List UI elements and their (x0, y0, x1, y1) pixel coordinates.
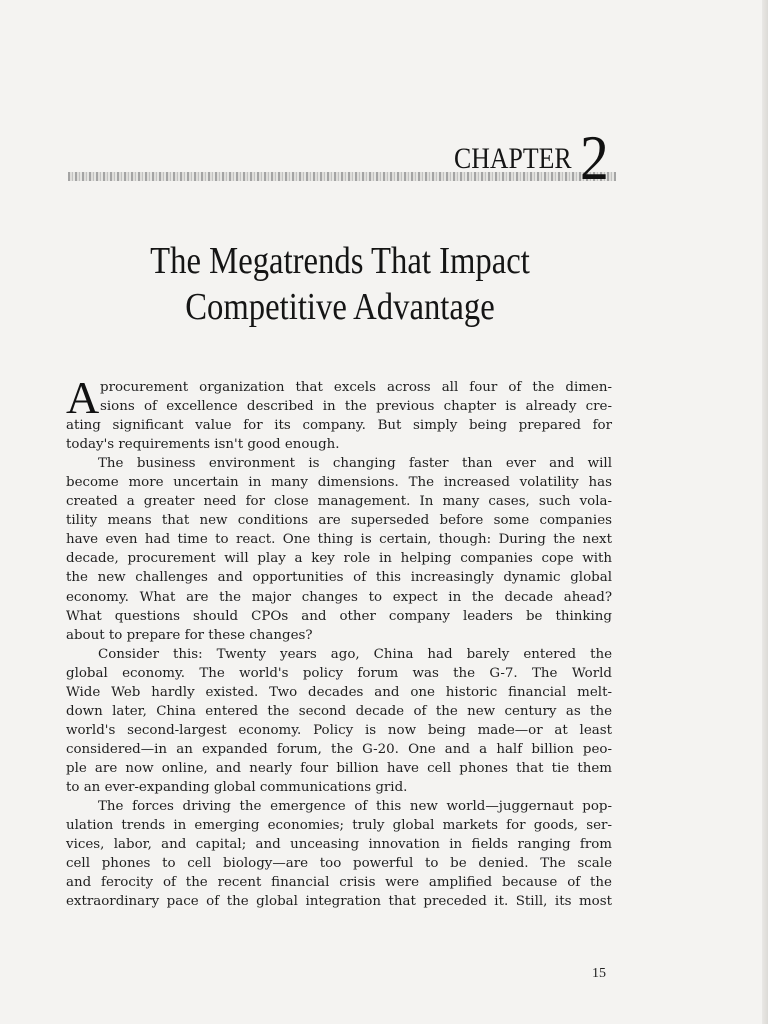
text-line: Wide Web hardly existed. Two decades and one historic financial melt- (66, 684, 612, 700)
text-line: ulation trends in emerging economies; truly global markets for goods, ser- (66, 818, 612, 834)
text-line: about to prepare for these changes? (66, 627, 313, 643)
chapter-number: 2 (580, 122, 609, 193)
text-line: become more uncertain in many dimensions. The increased volatility has (66, 475, 612, 491)
text-line: sions of excellence described in the previous chapter is already cre- (100, 399, 612, 415)
text-line: The forces driving the emergence of this new world—juggernaut pop- (98, 799, 612, 815)
page-number: 15 (592, 966, 606, 981)
text-line: considered—in an expanded forum, the G-20. One and a half billion peo- (66, 741, 612, 757)
text-line: tility means that new conditions are superseded before some companies (66, 513, 612, 529)
text-line: cell phones to cell biology—are too powerful to be denied. The scale (66, 856, 612, 872)
text-line: procurement organization that excels across all four of the dimen- (100, 380, 612, 395)
text-line: What questions should CPOs and other company leaders be thinking (66, 608, 612, 624)
text-line: ple are now online, and nearly four billion have cell phones that tie them (66, 760, 612, 776)
text-line: global economy. The world's policy forum was the G-7. The World (66, 665, 612, 681)
text-line: today's requirements isn't good enough. (66, 437, 340, 453)
text-line: The business environment is changing faster than ever and will (98, 456, 612, 472)
text-line: the new challenges and opportunities of this increasingly dynamic global (66, 570, 612, 586)
paragraph-2 (66, 454, 612, 644)
chapter-title-line-2: Competitive Advantage (185, 286, 495, 328)
text-line: world's second-largest economy. Policy is now being made—or at least (66, 722, 612, 738)
text-line: have even had time to react. One thing is certain, though: During the next (66, 532, 612, 548)
text-line: Consider this: Twenty years ago, China had barely entered the (98, 646, 612, 662)
text-line: down later, China entered the second decade of the new century as the (66, 703, 612, 719)
text-line: to an ever-expanding global communications grid. (66, 779, 408, 795)
text-line: extraordinary pace of the global integration that preceded it. Still, its most (66, 894, 612, 910)
drop-cap: A (66, 372, 100, 423)
text-line: decade, procurement will play a key role in helping companies cope with (66, 551, 612, 567)
chapter-label: CHAPTER (454, 142, 572, 175)
page-edge (762, 0, 768, 1024)
body-text (66, 372, 612, 911)
chapter-title-line-1: The Megatrends That Impact (150, 240, 530, 282)
text-line: vices, labor, and capital; and unceasing innovation in fields ranging from (66, 837, 612, 853)
text-line: and ferocity of the recent financial crisis were amplified because of the (66, 875, 612, 891)
paragraph-3 (66, 645, 612, 797)
text-line: ating significant value for its company. But simply being prepared for (66, 418, 612, 434)
text-line: economy. What are the major changes to expect in the decade ahead? (66, 589, 612, 605)
chapter-title (125, 238, 555, 330)
paragraph-1 (66, 372, 612, 454)
paragraph-4 (66, 797, 612, 911)
text-line: created a greater need for close management. In many cases, such vola- (66, 494, 612, 510)
